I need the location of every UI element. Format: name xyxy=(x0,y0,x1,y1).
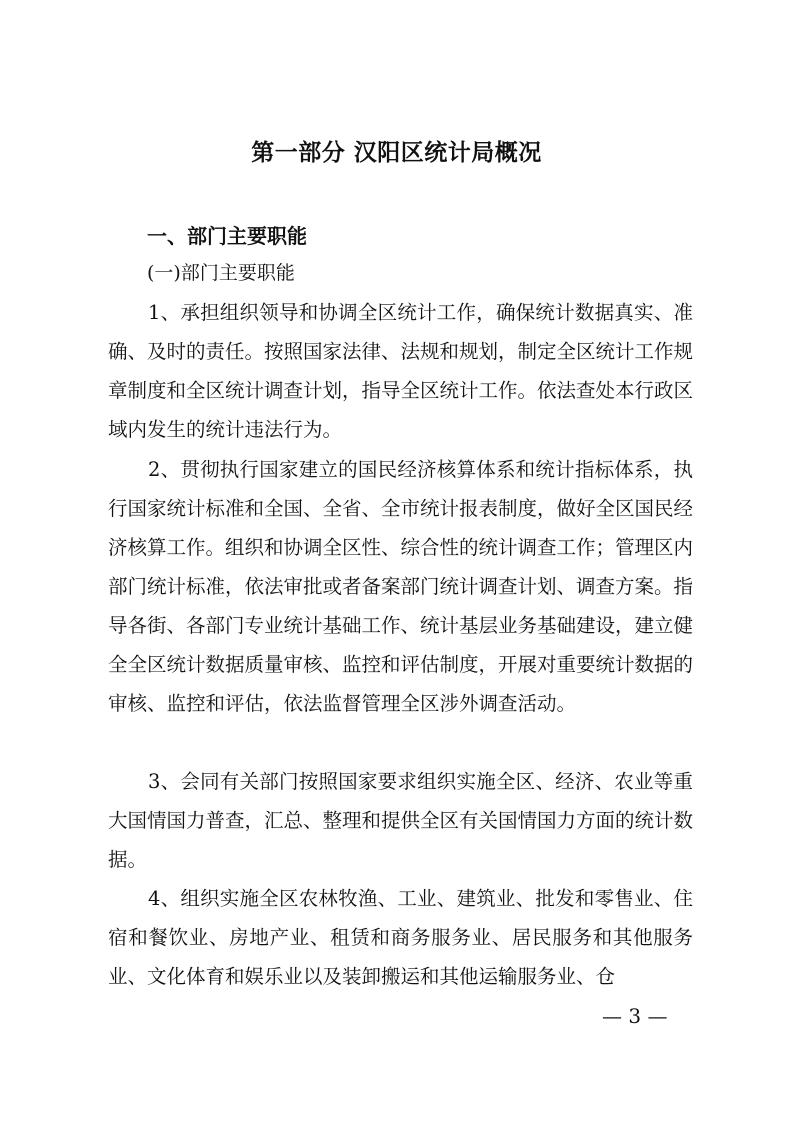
subsection-heading: (一)部门主要职能 xyxy=(147,262,295,284)
page-number: — 3 — xyxy=(602,1004,668,1028)
page-title: 第一部分 汉阳区统计局概况 xyxy=(251,140,542,166)
paragraph-4: 4、组织实施全区农林牧渔、工业、建筑业、批发和零售业、住宿和餐饮业、房地产业、租赁和商务服务业、居民服务和其他服务业、文化体育和娱乐业以及装卸搬运和其他运输服务业、仓 xyxy=(108,887,693,988)
section-heading: 一、部门主要职能 xyxy=(147,224,307,248)
paragraph-2: 2、贯彻执行国家建立的国民经济核算体系和统计指标体系，执行国家统计标准和全国、全省、全市统计报表制度，做好全区国民经济核算工作。组织和协调全区性、综合性的统计调查工作；管理区内部门统计标准，依法审批或者备案部门统计调查计划、调查方案。指导各街、各部门专业统计基础工作、统计基层业务基础建设，建立健全全区统计数据质量审核、监控和评估制度，开展对重要统计数据的审核、监控和评估，依法监督管理全区涉外调查活动。 xyxy=(108,458,694,715)
paragraph-1: 1、承担组织领导和协调全区统计工作，确保统计数据真实、准确、及时的责任。按照国家法律、法规和规划，制定全区统计工作规章制度和全区统计调查计划，指导全区统计工作。依法查处本行政区域内发生的统计违法行为。 xyxy=(108,301,694,441)
paragraph-3: 3、会同有关部门按照国家要求组织实施全区、经济、农业等重大国情国力普查，汇总、整理和提供全区有关国情国力方面的统计数据。 xyxy=(108,770,694,871)
